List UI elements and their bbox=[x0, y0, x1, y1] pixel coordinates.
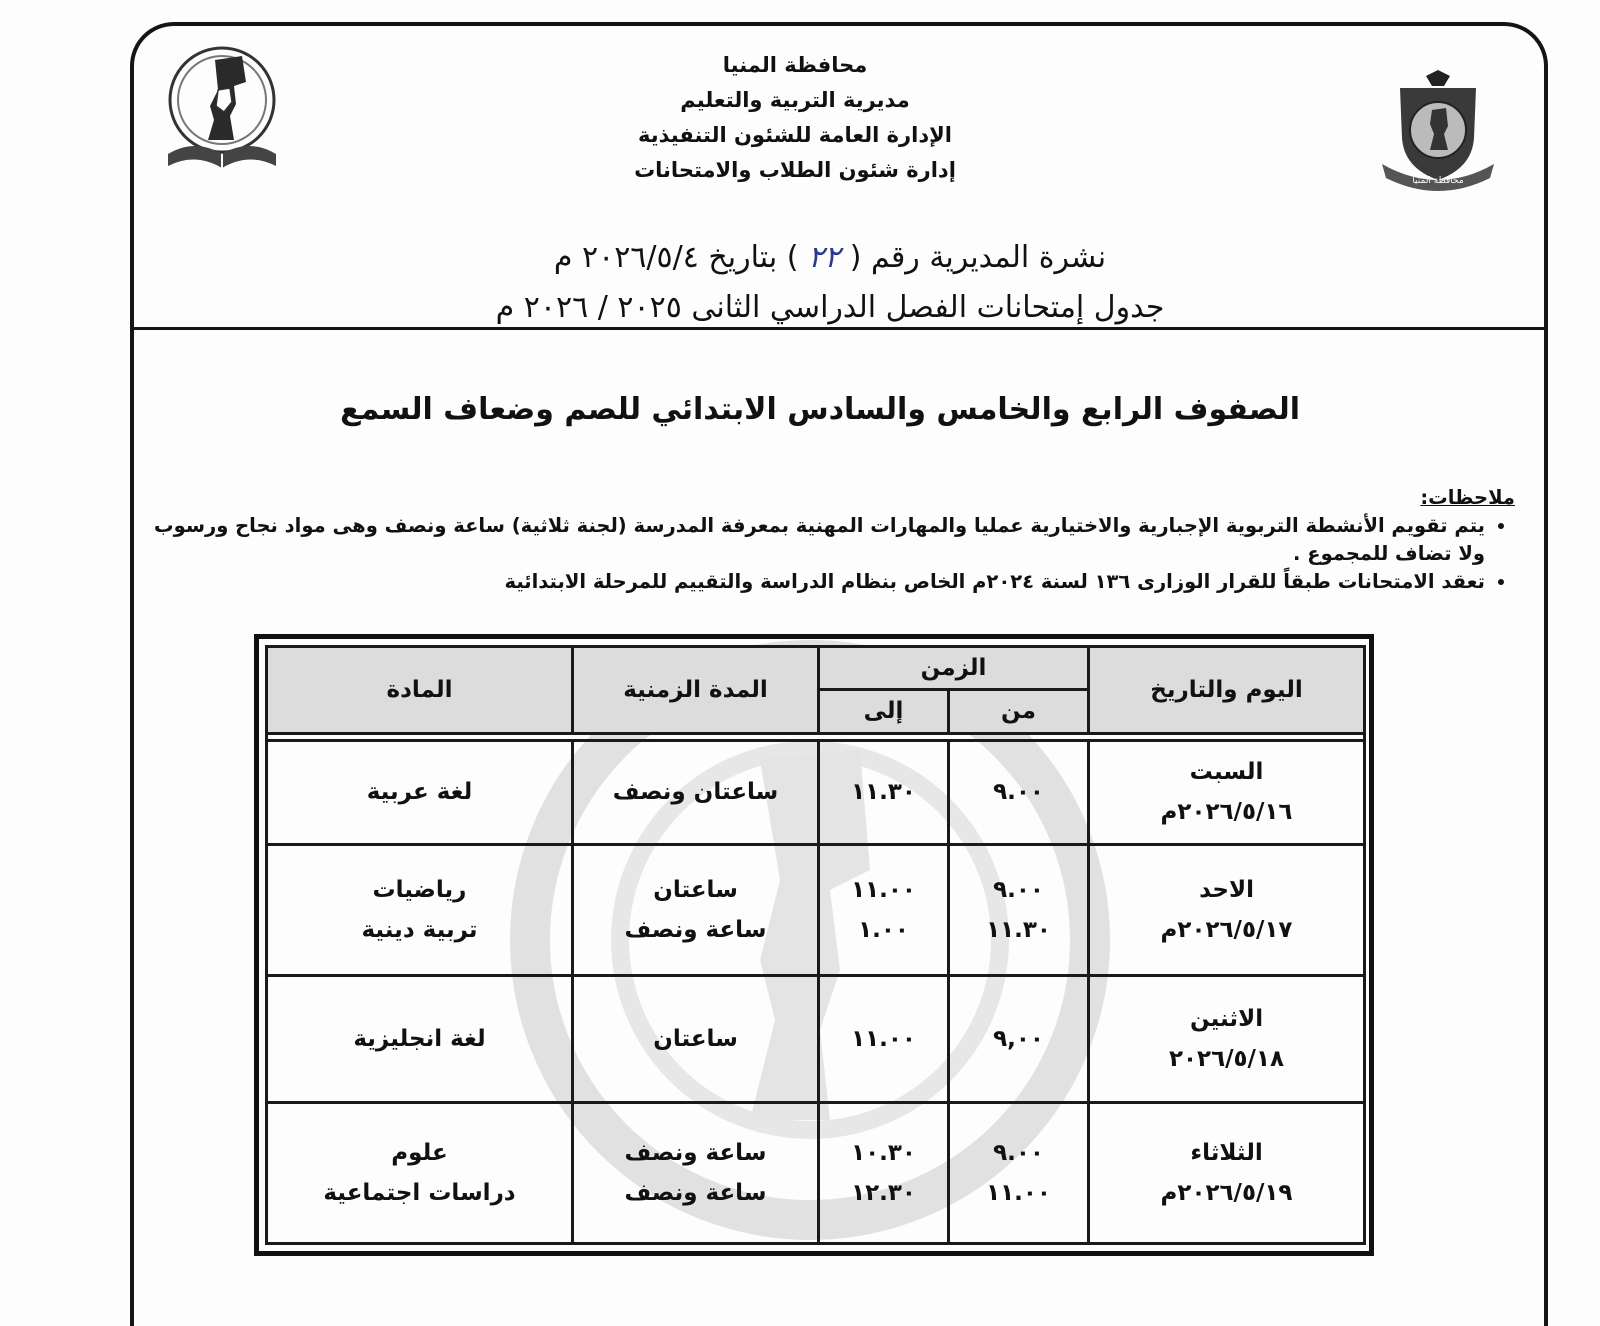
day-date-cell bbox=[1089, 740, 1365, 845]
notes-section bbox=[150, 484, 1515, 596]
to-time: ١.٠٠ bbox=[858, 917, 909, 944]
header-day-date: اليوم والتاريخ bbox=[1089, 647, 1365, 734]
header-duration: المدة الزمنية bbox=[573, 647, 819, 734]
to-cell bbox=[819, 740, 949, 845]
from-time: ١١.٠٠ bbox=[986, 1180, 1051, 1206]
directorate-name: مديرية التربية والتعليم bbox=[680, 88, 910, 112]
exam-date: ٢٠٢٦/٥/١٩م bbox=[1160, 1180, 1293, 1206]
to-time: ١١.٣٠ bbox=[851, 779, 916, 806]
exam-schedule-table bbox=[265, 645, 1366, 1245]
from-cell bbox=[949, 740, 1089, 845]
from-time: ٩.٠٠ bbox=[993, 779, 1044, 806]
to-cell bbox=[819, 845, 949, 976]
note-item: • يتم تقويم الأنشطة التربوية الإجبارية والاختيارية عمليا والمهارات المهنية بمعرفة المدرسة (لجنة ثلاثية) ساعة ونصف وهى مواد نجاح ورسوب ولا تضاف للمجموع . bbox=[150, 512, 1485, 568]
subject-name: علوم bbox=[391, 1140, 448, 1166]
from-cell bbox=[949, 1103, 1089, 1244]
bulletin-prefix: نشرة المديرية رقم ( bbox=[849, 240, 1107, 275]
duration-text: ساعتان bbox=[653, 877, 738, 904]
day-date-cell bbox=[1089, 845, 1365, 976]
to-cell bbox=[819, 976, 949, 1103]
bulletin-suffix: م bbox=[553, 240, 573, 275]
table-row bbox=[267, 845, 1365, 976]
subject-cell bbox=[267, 976, 573, 1103]
to-time: ١٠.٣٠ bbox=[851, 1140, 916, 1166]
general-administration: الإدارة العامة للشئون التنفيذية bbox=[638, 123, 952, 147]
notes-list bbox=[150, 512, 1515, 596]
from-time: ١١.٣٠ bbox=[986, 917, 1051, 944]
subject-name: لغة انجليزية bbox=[353, 1026, 486, 1053]
governorate-name: محافظة المنيا bbox=[722, 53, 868, 77]
notes-title: ملاحظات: bbox=[1420, 486, 1515, 509]
duration-cell bbox=[573, 740, 819, 845]
from-cell bbox=[949, 845, 1089, 976]
header-time: الزمن bbox=[819, 647, 1089, 690]
note-item: • تعقد الامتحانات طبقاً للقرار الوزارى ١٣٦ لسنة ٢٠٢٤م الخاص بنظام الدراسة والتقييم للمرحلة الابتدائية bbox=[150, 568, 1485, 596]
to-cell bbox=[819, 1103, 949, 1244]
exam-date: ٢٠٢٦/٥/١٨ bbox=[1168, 1046, 1285, 1073]
duration-text: ساعة ونصف bbox=[624, 917, 767, 944]
header-to: إلى bbox=[819, 690, 949, 733]
from-time: ٩.٠٠ bbox=[993, 877, 1044, 904]
exam-schedule-table-frame bbox=[254, 634, 1374, 1256]
subject-cell bbox=[267, 740, 573, 845]
exam-date: ٢٠٢٦/٥/١٧م bbox=[1160, 917, 1293, 944]
from-time: ٩,٠٠ bbox=[993, 1026, 1044, 1053]
day-name: الثلاثاء bbox=[1190, 1140, 1263, 1166]
directorate-logo-icon bbox=[160, 42, 285, 177]
department-name: إدارة شئون الطلاب والامتحانات bbox=[634, 158, 956, 182]
duration-text: ساعة ونصف bbox=[624, 1180, 767, 1206]
duration-text: ساعتان ونصف bbox=[612, 779, 779, 806]
bulletin-number: ٢٢ bbox=[807, 240, 841, 275]
day-name: الاحد bbox=[1199, 877, 1254, 904]
exam-date: ٢٠٢٦/٥/١٦م bbox=[1160, 799, 1293, 826]
bulletin-line bbox=[440, 233, 1220, 283]
to-time: ١١.٠٠ bbox=[851, 1026, 916, 1053]
duration-cell bbox=[573, 976, 819, 1103]
duration-cell bbox=[573, 1103, 819, 1244]
day-date-cell bbox=[1089, 1103, 1365, 1244]
bulletin-subtitle: جدول إمتحانات الفصل الدراسي الثانى ٢٠٢٥ / ٢٠٢٦ م bbox=[495, 290, 1165, 325]
subject-name: رياضيات bbox=[372, 877, 467, 904]
from-time: ٩.٠٠ bbox=[993, 1140, 1044, 1166]
svg-text:محافظة المنيا: محافظة المنيا bbox=[1412, 176, 1464, 186]
header-from: من bbox=[949, 690, 1089, 733]
to-time: ١٢.٣٠ bbox=[851, 1180, 916, 1206]
subject-cell bbox=[267, 845, 573, 976]
subject-name: دراسات اجتماعية bbox=[323, 1180, 516, 1206]
duration-text: ساعة ونصف bbox=[624, 1140, 767, 1166]
table-row bbox=[267, 976, 1365, 1103]
table-row bbox=[267, 1103, 1365, 1244]
header-separator bbox=[267, 733, 1365, 740]
duration-cell bbox=[573, 845, 819, 976]
subject-name: تربية دينية bbox=[361, 917, 478, 944]
day-name: الاثنين bbox=[1189, 1006, 1264, 1033]
subject-cell bbox=[267, 1103, 573, 1244]
from-cell bbox=[949, 976, 1089, 1103]
table-row bbox=[267, 740, 1365, 845]
governorate-seal-icon bbox=[1378, 68, 1498, 198]
bulletin-middle: ) بتاريخ bbox=[708, 240, 799, 275]
subject-name: لغة عربية bbox=[366, 779, 473, 806]
duration-text: ساعتان bbox=[653, 1026, 738, 1053]
to-time: ١١.٠٠ bbox=[851, 877, 916, 904]
header-subject: المادة bbox=[267, 647, 573, 734]
bulletin-heading bbox=[440, 233, 1220, 333]
day-date-cell bbox=[1089, 976, 1365, 1103]
issuing-authority bbox=[560, 48, 1030, 188]
page-title: الصفوف الرابع والخامس والسادس الابتدائي للصم وضعاف السمع bbox=[340, 392, 1300, 427]
day-name: السبت bbox=[1189, 759, 1264, 786]
bulletin-date: ٢٠٢٦/٥/٤ bbox=[581, 240, 699, 275]
